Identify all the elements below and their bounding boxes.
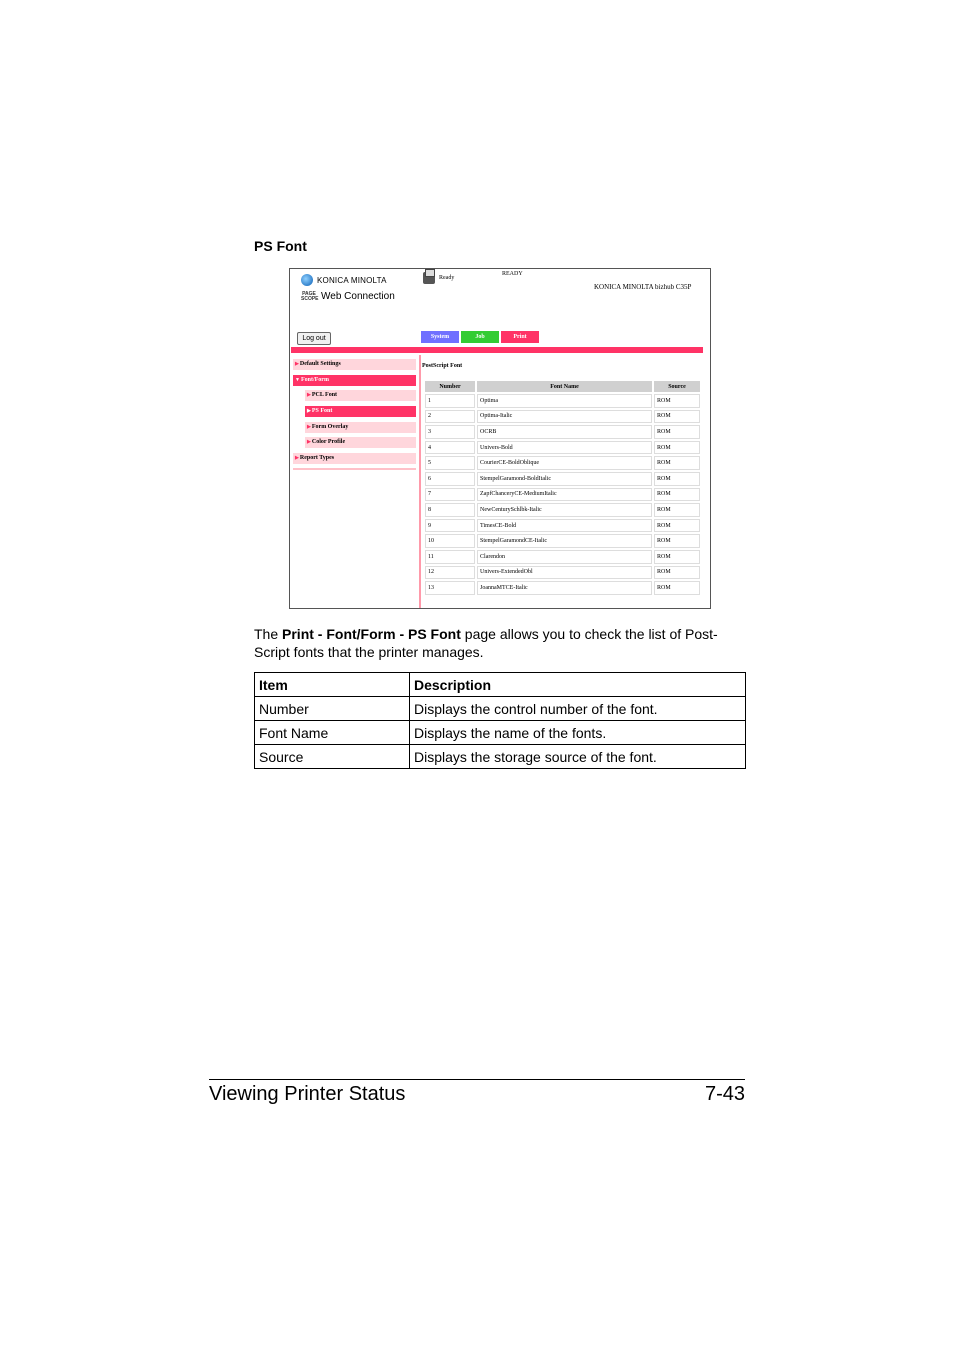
triangle-right-icon: ▶ <box>307 409 311 415</box>
source-cell: ROM <box>654 410 700 424</box>
footer-rule <box>209 1079 745 1080</box>
item-cell: Source <box>255 745 410 769</box>
table-row <box>255 697 746 721</box>
font-name-cell: Optima <box>477 394 652 408</box>
footer-title: Viewing Printer Status <box>209 1083 406 1105</box>
item-header: Item <box>255 673 410 697</box>
tab-system[interactable]: System <box>421 331 459 343</box>
font-name-cell: ZapfChanceryCE-MediumItalic <box>477 488 652 502</box>
sidebar-item-label: Color Profile <box>311 439 346 446</box>
source-cell: ROM <box>654 488 700 502</box>
number-cell: 2 <box>425 410 475 424</box>
sidebar-item-label: PCL Font <box>311 392 338 399</box>
desc-menu-path: Print - Font/Form - PS Font <box>282 626 461 642</box>
description-cell: Displays the storage source of the font. <box>410 745 746 769</box>
web-connection-logo <box>301 291 395 302</box>
status-small: Ready <box>439 275 455 281</box>
item-cell: Number <box>255 697 410 721</box>
triangle-right-icon: ▶ <box>295 362 299 367</box>
table-row <box>425 519 700 533</box>
source-cell: ROM <box>654 503 700 517</box>
number-cell: 4 <box>425 441 475 455</box>
font-name-cell: Univers-Bold <box>477 441 652 455</box>
web-connection-label: Web Connection <box>321 291 395 302</box>
source-cell: ROM <box>654 394 700 408</box>
table-row <box>425 550 700 564</box>
sidebar-item-label: Report Types <box>299 455 335 462</box>
table-row <box>255 745 746 769</box>
desc-prefix: The <box>254 626 283 642</box>
content-title: PostScript Font <box>422 363 463 369</box>
table-row <box>425 503 700 517</box>
font-name-cell: Clarendon <box>477 550 652 564</box>
number-cell: 13 <box>425 581 475 595</box>
number-cell: 8 <box>425 503 475 517</box>
globe-icon <box>301 274 313 286</box>
header-divider <box>291 347 703 353</box>
font-name-cell: Univers-ExtendedObl <box>477 566 652 580</box>
description-cell: Displays the name of the fonts. <box>410 721 746 745</box>
number-cell: 1 <box>425 394 475 408</box>
column-header-number: Number <box>425 381 475 392</box>
table-row <box>425 410 700 424</box>
font-table <box>423 379 702 597</box>
page-scope-badge: PAGE SCOPE <box>301 290 319 302</box>
item-cell: Font Name <box>255 721 410 745</box>
printer-icon <box>423 272 435 284</box>
section-heading: PS Font <box>254 238 307 254</box>
source-cell: ROM <box>654 581 700 595</box>
sidebar-divider <box>419 355 421 608</box>
description-header: Description <box>410 673 746 697</box>
source-cell: ROM <box>654 441 700 455</box>
triangle-right-icon: ▶ <box>295 456 299 462</box>
source-cell: ROM <box>654 534 700 548</box>
font-name-cell: StempelGaramond-BoldItalic <box>477 472 652 486</box>
table-row <box>425 581 700 595</box>
source-cell: ROM <box>654 425 700 439</box>
description-cell: Displays the control number of the font. <box>410 697 746 721</box>
source-cell: ROM <box>654 566 700 580</box>
font-name-cell: CourierCE-BoldOblique <box>477 456 652 470</box>
source-cell: ROM <box>654 472 700 486</box>
sidebar-item-label: PS Font <box>311 408 333 415</box>
sidebar-item-default-settings[interactable] <box>293 359 416 370</box>
number-cell: 11 <box>425 550 475 564</box>
status-display: READY <box>502 271 523 277</box>
number-cell: 12 <box>425 566 475 580</box>
table-row <box>425 488 700 502</box>
sidebar-item-label: Form Overlay <box>311 423 349 430</box>
font-name-cell: NewCenturySchlbk-Italic <box>477 503 652 517</box>
table-row <box>425 472 700 486</box>
number-cell: 3 <box>425 425 475 439</box>
desc-line2: Script fonts that the printer manages. <box>254 643 484 660</box>
table-row <box>425 441 700 455</box>
table-row <box>425 566 700 580</box>
font-name-cell: OCRB <box>477 425 652 439</box>
triangle-right-icon: ▶ <box>307 440 311 446</box>
table-row <box>425 534 700 548</box>
table-row <box>425 456 700 470</box>
sidebar-bottom-rule <box>293 468 416 470</box>
sidebar-item-font-form[interactable] <box>293 375 416 386</box>
sidebar-menu <box>293 359 416 470</box>
printer-model: KONICA MINOLTA bizhub C35P <box>594 283 692 291</box>
logout-button[interactable]: Log out <box>297 332 331 345</box>
number-cell: 5 <box>425 456 475 470</box>
table-row <box>255 721 746 745</box>
sidebar-item-label: Default Settings <box>299 361 341 367</box>
description-paragraph <box>254 626 748 661</box>
desc-line1: page allows you to check the list of Post- <box>460 626 718 642</box>
sidebar-item-ps-font[interactable] <box>305 406 416 417</box>
triangle-down-icon: ▼ <box>295 377 300 383</box>
table-row <box>425 425 700 439</box>
brand-logo <box>301 274 387 286</box>
sidebar-item-form-overlay[interactable] <box>305 422 416 433</box>
sidebar-item-label: Font/Form <box>300 376 329 383</box>
source-cell: ROM <box>654 519 700 533</box>
font-name-cell: StempelGaramondCE-Italic <box>477 534 652 548</box>
brand-name: KONICA MINOLTA <box>317 275 387 285</box>
page-number: 7-43 <box>704 1083 745 1105</box>
column-header-source: Source <box>654 381 700 392</box>
number-cell: 7 <box>425 488 475 502</box>
web-connection-screenshot <box>289 268 711 609</box>
triangle-right-icon: ▶ <box>307 424 311 430</box>
table-row <box>425 394 700 408</box>
item-description-table <box>254 672 746 769</box>
tab-print[interactable]: Print <box>501 331 539 343</box>
source-cell: ROM <box>654 550 700 564</box>
font-name-cell: JoannaMTCE-Italic <box>477 581 652 595</box>
sidebar-item-pcl-font[interactable] <box>305 390 416 401</box>
tab-job[interactable]: Job <box>461 331 499 343</box>
number-cell: 10 <box>425 534 475 548</box>
font-name-cell: TimesCE-Bold <box>477 519 652 533</box>
column-header-font-name: Font Name <box>477 381 652 392</box>
number-cell: 9 <box>425 519 475 533</box>
triangle-right-icon: ▶ <box>307 393 311 399</box>
sidebar-item-report-types[interactable] <box>293 453 416 464</box>
source-cell: ROM <box>654 456 700 470</box>
sidebar-item-color-profile[interactable] <box>305 437 416 448</box>
number-cell: 6 <box>425 472 475 486</box>
font-name-cell: Optima-Italic <box>477 410 652 424</box>
